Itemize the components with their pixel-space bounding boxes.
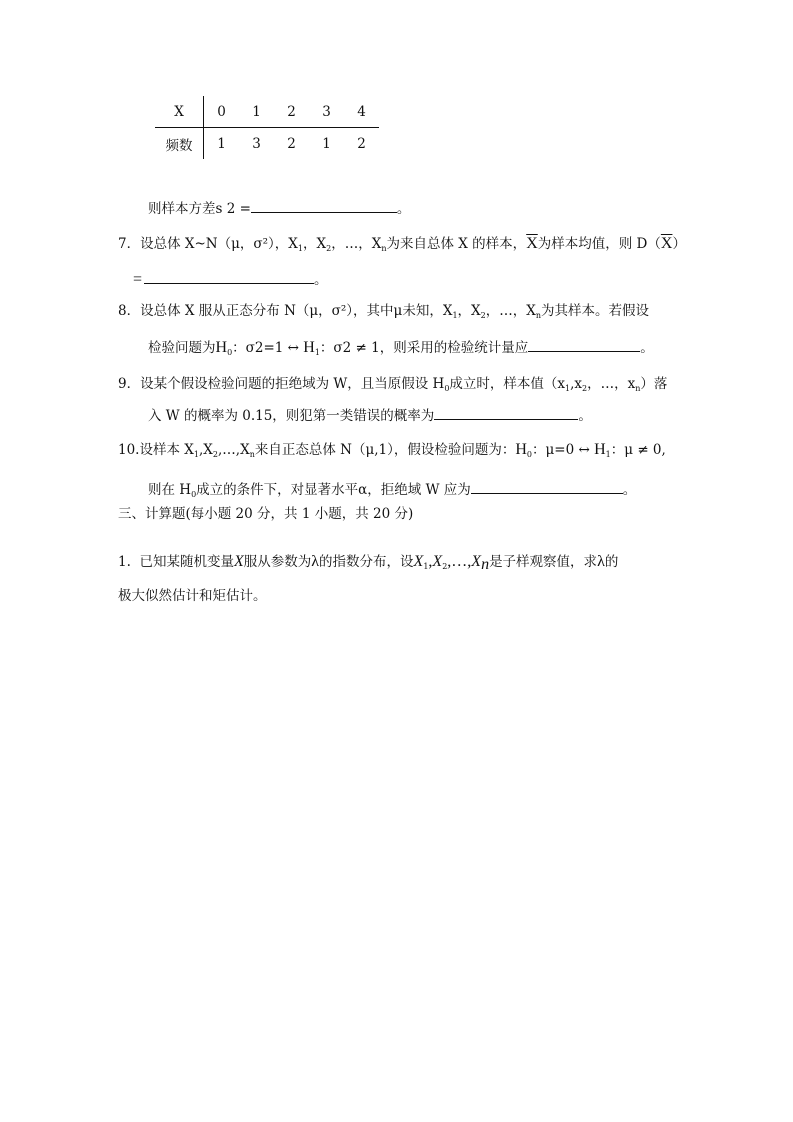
calc-question-1: 1. 已知某随机变量X服从参数为λ的指数分布，设$X_1,X_2,\dots,X_n$是子样观察值，求λ的 xyxy=(118,553,619,573)
question-text: 已知某随机变量 xyxy=(139,554,234,570)
question-text: 的指数分布，设 xyxy=(319,554,414,570)
question-text: 设某个假设检验问题的拒绝域为 W，且当原假设 H xyxy=(140,376,445,392)
subscript: 2 xyxy=(442,562,448,571)
table-cell: 1 xyxy=(217,135,226,152)
question-number: 7． xyxy=(118,236,141,252)
table-cell: 2 xyxy=(274,96,309,128)
table-header-frequency: 频数 xyxy=(155,128,204,160)
question-number: 1. xyxy=(118,554,131,570)
question-text: 设总体 X 服从正态分布 N（μ，σ²），其中μ未知，X xyxy=(140,303,453,319)
question-text: 为样本均值，则 D（ xyxy=(537,236,661,252)
question-text: 为其样本。若假设 xyxy=(541,303,650,319)
subscript: 1 xyxy=(423,562,429,571)
hypothesis-h0: H xyxy=(215,339,228,356)
question-number: 8． xyxy=(118,303,141,319)
question-7 xyxy=(118,234,686,259)
hypothesis-h1: H xyxy=(303,339,315,356)
equals-sign: = xyxy=(133,271,143,288)
period: 。 xyxy=(396,201,411,217)
question-text: 设样本 X xyxy=(139,442,194,458)
subscript: n xyxy=(249,450,255,459)
answer-blank[interactable] xyxy=(144,269,314,284)
section-title: 三、计算题(每小题 20 分，共 1 小题，共 20 分) xyxy=(118,506,414,522)
subscript: 1 xyxy=(452,311,458,320)
question-text: ，X xyxy=(457,303,481,319)
question-text: 来自正态总体 N（μ,1），假设检验问题为： xyxy=(254,442,516,458)
lambda-symbol: λ xyxy=(311,553,320,570)
table-cell: 4 xyxy=(344,96,379,128)
table-cell: 2 xyxy=(287,135,296,152)
table-row xyxy=(155,96,379,128)
answer-blank[interactable] xyxy=(528,337,640,352)
table-header-x: X xyxy=(155,96,204,128)
question-text: 则在 H xyxy=(148,482,192,498)
hypothesis-h0: H xyxy=(515,441,527,458)
question-text: 为来自总体 X 的样本， xyxy=(386,236,527,252)
question-10-line-2 xyxy=(148,479,636,505)
question-text: ,x xyxy=(570,376,583,392)
subscript: n xyxy=(381,244,387,253)
subscript: 2 xyxy=(582,384,588,393)
ellipsis: … xyxy=(451,553,468,570)
question-text: 检验问题为 xyxy=(148,340,216,356)
period: 。 xyxy=(622,482,637,498)
period: 。 xyxy=(640,340,654,356)
table-row xyxy=(155,128,379,160)
subscript: 1 xyxy=(565,384,571,393)
table-cell: 1 xyxy=(322,135,331,152)
question-9 xyxy=(118,374,667,399)
question-9-line-2 xyxy=(148,405,592,426)
question-8 xyxy=(118,301,649,326)
frequency-table xyxy=(155,96,379,159)
question-text: ）落 xyxy=(640,376,668,392)
table-cell: 2 xyxy=(357,135,366,152)
variable-x: X xyxy=(413,553,424,570)
question-10 xyxy=(118,440,666,465)
question-text: 的 xyxy=(604,554,619,570)
subscript: n xyxy=(535,311,542,320)
question-text: ，…，x xyxy=(587,376,636,392)
question-6-answer-line xyxy=(148,198,410,219)
calc-question-1-line-2 xyxy=(118,586,267,606)
question-text: ，X xyxy=(302,236,327,252)
subscript: 0 xyxy=(191,490,197,499)
subscript: 0 xyxy=(444,384,450,393)
question-number: 10. xyxy=(118,442,140,458)
question-text: ：μ=0 ↔ xyxy=(532,442,595,458)
subscript: n xyxy=(635,384,641,393)
question-text: ：σ2=1 ↔ xyxy=(232,340,304,356)
question-text: ,X xyxy=(198,442,213,458)
question-text: ：μ ≠ 0, xyxy=(610,442,666,458)
sample-mean-symbol: $\overline{X}$ xyxy=(526,235,538,252)
question-text: ，…，X xyxy=(485,303,536,319)
subscript: 2 xyxy=(480,311,486,320)
question-number: 9． xyxy=(118,376,141,392)
answer-blank[interactable] xyxy=(434,405,578,420)
lambda-symbol: λ xyxy=(597,553,605,570)
subscript: 2 xyxy=(212,450,218,459)
question-text: ） xyxy=(672,236,686,252)
question-6-text: 则样本方差s 2 = xyxy=(148,201,251,217)
question-text: 服从参数为 xyxy=(243,554,312,570)
answer-blank[interactable] xyxy=(251,198,397,213)
subscript: n xyxy=(481,556,490,573)
question-text: 成立的条件下，对显著水平α，拒绝域 W 应为 xyxy=(196,482,471,498)
table-cell: 1 xyxy=(239,96,274,128)
question-8-line-2 xyxy=(148,337,654,363)
subscript: 0 xyxy=(526,450,533,459)
period: 。 xyxy=(578,408,592,424)
sample-mean-symbol: $\overline{X}$ xyxy=(660,235,673,252)
question-text: 成立时，样本值（x xyxy=(449,376,566,392)
subscript: 1 xyxy=(193,450,199,459)
variable-x: X xyxy=(471,553,482,570)
section-3-heading xyxy=(118,504,413,524)
question-text: 入 W 的概率为 0.15，则犯第一类错误的概率为 xyxy=(148,408,435,424)
question-7-answer-line xyxy=(133,269,328,290)
answer-blank[interactable] xyxy=(471,479,623,494)
subscript: 1 xyxy=(297,244,303,253)
variable-x: X xyxy=(432,553,443,570)
question-text: ：σ2 ≠ 1，则采用的检验统计量应 xyxy=(319,340,529,356)
table-cell: 3 xyxy=(252,135,261,152)
subscript: 0 xyxy=(227,348,233,357)
table-cell: 0 xyxy=(204,96,240,128)
table-cell: 3 xyxy=(309,96,344,128)
question-text: 是子样观察值，求 xyxy=(489,554,598,570)
subscript: 1 xyxy=(605,450,611,459)
question-text: ,…,X xyxy=(217,442,250,458)
question-text: 极大似然估计和矩估计。 xyxy=(118,588,267,604)
variable-x: X xyxy=(233,553,244,570)
hypothesis-h1: H xyxy=(594,441,606,458)
subscript: 1 xyxy=(314,348,320,357)
question-text: ，…，X xyxy=(331,236,382,252)
question-text: 设总体 X~N（μ，σ²），X xyxy=(140,236,298,252)
period: 。 xyxy=(314,272,328,288)
subscript: 2 xyxy=(326,244,332,253)
